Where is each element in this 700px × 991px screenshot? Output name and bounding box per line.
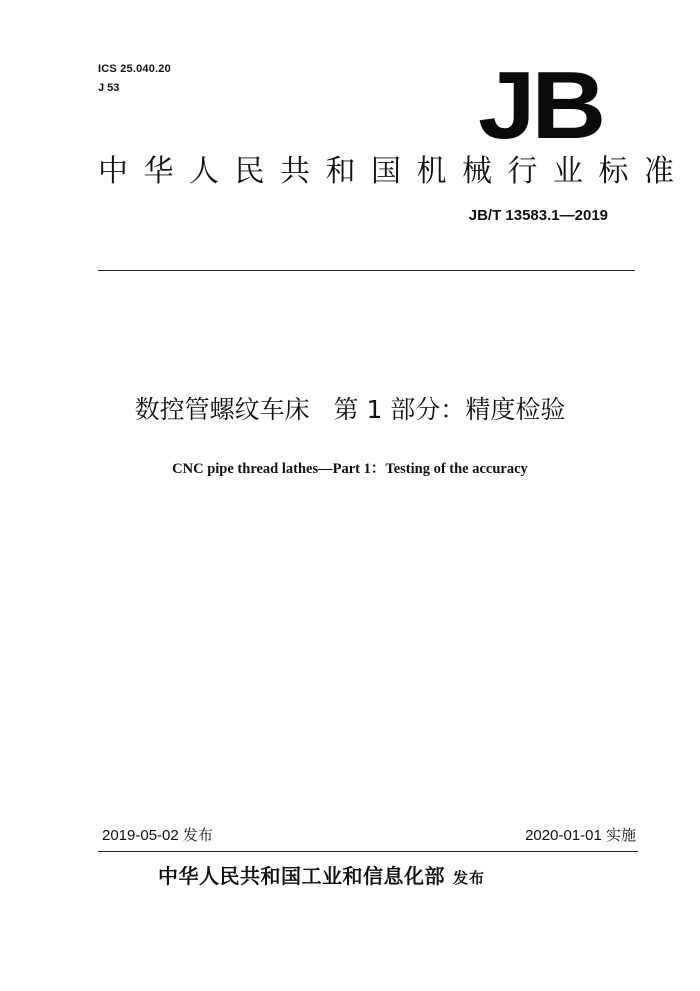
jb-logo: JB [478, 52, 602, 159]
standard-category-title: 中华人民共和国机械行业标准 [98, 154, 690, 189]
standard-number [469, 207, 608, 224]
header-divider [98, 270, 635, 271]
standard-number-text: JB/T 13583.1—2019 [468, 207, 608, 224]
issuer-suffix: 发布 [453, 869, 486, 887]
issue-date: 2019-05-02 发布 [102, 827, 213, 844]
issuing-authority [158, 862, 485, 892]
ccs-code: J 53 [98, 82, 120, 94]
footer-divider [98, 851, 638, 852]
document-title-zh: 数控管螺纹车床 第 1 部分：精度检验 [134, 395, 566, 424]
implementation-date: 2020-01-01 实施 [525, 827, 636, 844]
issuer-name: 中华人民共和国工业和信息化部 [158, 864, 445, 888]
ics-code: ICS 25.040.20 [98, 63, 171, 75]
document-title-en: CNC pipe thread lathes—Part 1：Testing of the accuracy [172, 461, 528, 477]
